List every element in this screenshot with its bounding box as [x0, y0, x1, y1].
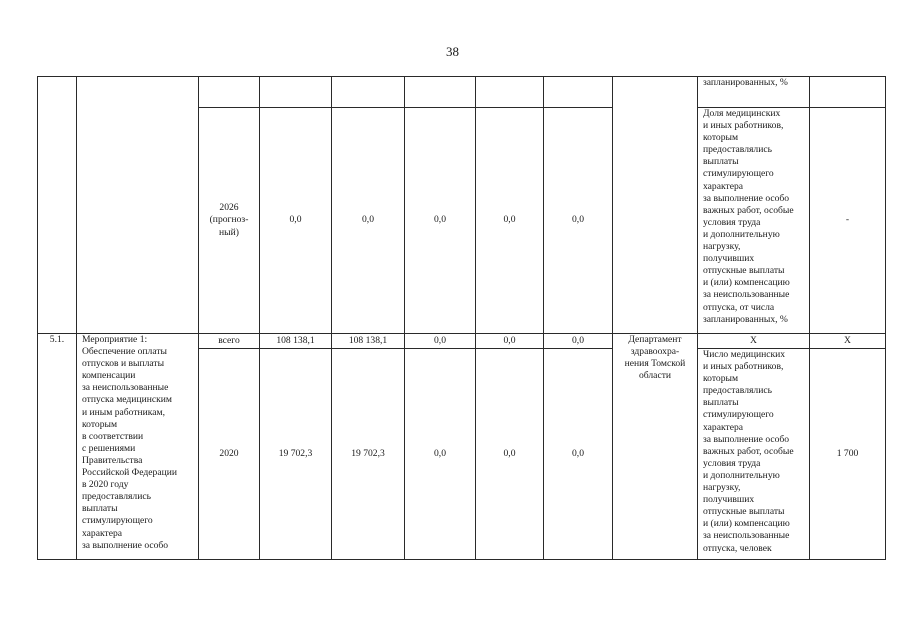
target-cell: X [810, 334, 886, 349]
year-cell: всего [199, 334, 260, 349]
total-cell: 108 138,1 [260, 334, 332, 349]
other-cell [544, 77, 613, 108]
local-cell [476, 77, 544, 108]
federal-cell [405, 77, 476, 108]
target-cell [810, 77, 886, 108]
executor-cell [613, 77, 698, 334]
total-cell [260, 77, 332, 108]
year-cell [199, 108, 260, 334]
regional-cell: 108 138,1 [332, 334, 405, 349]
total-cell: 0,0 [260, 108, 332, 334]
table-row [38, 77, 886, 108]
regional-cell: 19 702,3 [332, 349, 405, 560]
executor-text: Департамент здравоохра- нения Томской области [624, 334, 686, 382]
other-cell: 0,0 [544, 334, 613, 349]
year-cell: 2020 [199, 349, 260, 560]
indicator-text: Число медицинских и иных работников, которым предоставлялись выплаты стимулирующего характера за выполнение особо важных работ, особые условия труда и дополнительную нагрузку, получивших отпускные выплаты и (или) компенсацию за неиспользованные отпуска, человек [703, 349, 794, 554]
other-cell: 0,0 [544, 108, 613, 334]
measure-text: Мероприятие 1: Обеспечение оплаты отпусков и выплаты компенсации за неиспользованные отпуска медицинским и иным работникам, которым в соответствии с решениями Правительства Российской Федерации в 2020 году предоставлялись выплаты стимулирующего характера за выполнение особо [82, 334, 177, 551]
indicator-cell [698, 349, 810, 560]
target-cell: 1 700 [810, 349, 886, 560]
program-table [37, 76, 886, 560]
indicator-text: запланированных, % [703, 77, 788, 88]
measure-cell [77, 77, 199, 334]
federal-cell: 0,0 [405, 349, 476, 560]
num-cell: 5.1. [38, 334, 77, 560]
indicator-text: Доля медицинских и иных работников, которым предоставлялись выплаты стимулирующего характера за выполнение особо важных работ, особые условия труда и дополнительную нагрузку, получивших отпускные выплаты и (или) компенсацию за неиспользованные отпуска, от числа запланированных, % [703, 108, 794, 325]
local-cell: 0,0 [476, 334, 544, 349]
regional-cell [332, 77, 405, 108]
year-text: 2026 (прогноз- ный) [209, 202, 249, 238]
indicator-cell [698, 77, 810, 108]
table-row [38, 334, 886, 349]
federal-cell: 0,0 [405, 334, 476, 349]
total-cell: 19 702,3 [260, 349, 332, 560]
regional-cell: 0,0 [332, 108, 405, 334]
local-cell: 0,0 [476, 108, 544, 334]
target-cell: - [810, 108, 886, 334]
year-cell [199, 77, 260, 108]
num-cell [38, 77, 77, 334]
page-number: 38 [446, 44, 459, 59]
local-cell: 0,0 [476, 349, 544, 560]
indicator-cell: X [698, 334, 810, 349]
executor-cell [613, 334, 698, 560]
measure-cell [77, 334, 199, 560]
federal-cell: 0,0 [405, 108, 476, 334]
indicator-cell [698, 108, 810, 334]
other-cell: 0,0 [544, 349, 613, 560]
